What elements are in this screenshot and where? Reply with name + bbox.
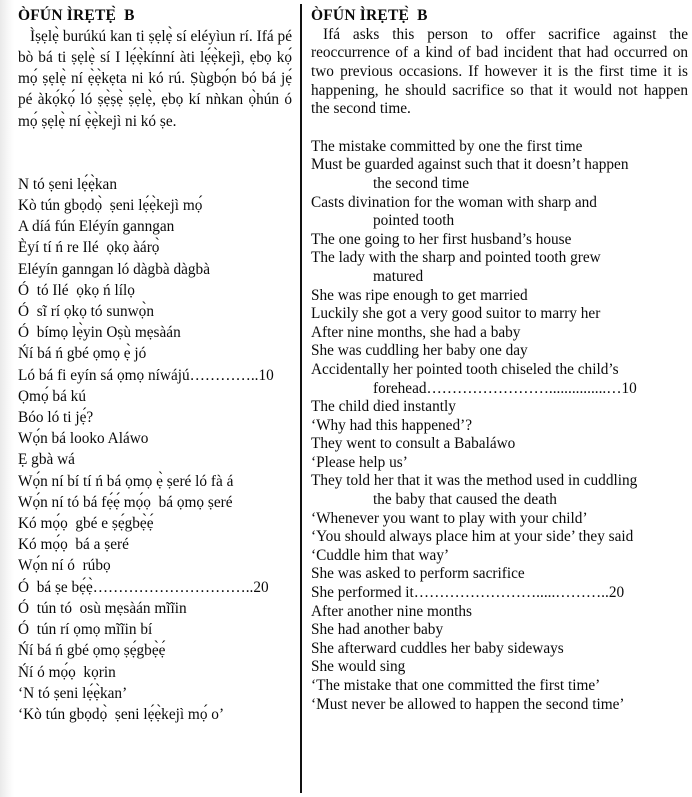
right-verse-line: Luckily she got a very good suitor to marry her — [311, 305, 601, 323]
right-verse-line: She was asked to perform sacrifice — [311, 565, 525, 583]
right-verse-line: The one going to her first husband’s house — [311, 230, 572, 248]
right-verse-line: She was ripe enough to get married — [311, 286, 528, 304]
left-verse-line: Eléyín ganngan ló dàgbà dàgbà — [18, 260, 210, 278]
left-verse-line: Ọmọ́ bá kú — [18, 387, 86, 405]
right-verse-line: ‘Please help us’ — [311, 453, 408, 471]
right-verse-line: ‘Why had this happened’? — [311, 416, 472, 434]
right-verse-line: She would sing — [311, 658, 406, 676]
left-verse-line: Ẹ gbà wá — [18, 451, 75, 469]
left-verse-line: Ó tún rí ọmọ mĩĩin bí — [18, 621, 153, 639]
right-verse-line: The child died instantly — [311, 398, 456, 416]
left-column — [0, 0, 300, 797]
left-verse-line: Kò tún gbọdọ̀ ṣeni lẹ́ẹ̀kejì mọ́ — [18, 197, 203, 215]
right-verse-block — [311, 138, 688, 714]
left-verse-line: Wọ́n ní ó rúbọ — [18, 557, 111, 575]
right-column — [302, 0, 692, 797]
right-verse-line: ‘Cuddle him that way’ — [311, 546, 450, 564]
right-verse-line: Casts divination for the woman with sharp and — [311, 193, 597, 211]
left-verse-line: ‘Kò tún gbọdọ̀ ṣeni lẹ́ẹ̀kejì mọ́ o’ — [18, 705, 225, 723]
left-verse-line: Ńí bá ń gbé ọmọ ṣẹ́gbẹ̀ẹ́ — [18, 642, 166, 660]
left-verse-line: Ńí ó mọ́ọ kọrin — [18, 663, 116, 681]
right-verse-line: She performed it…………………….....………..20 — [311, 584, 625, 602]
left-verse-block — [18, 174, 292, 725]
right-verse-line: Accidentally her pointed tooth chiseled the child’s — [311, 360, 619, 378]
right-verse-line: forehead……………………...............…10 — [373, 379, 637, 397]
right-verse-line: the second time — [373, 174, 470, 192]
left-verse-line: Èyí tí ń re Ilé ọkọ àárọ̀ — [18, 239, 160, 257]
left-verse-line: Ó bá ṣe bẹ́ẹ̀…………………………..20 — [18, 578, 269, 596]
right-verse-line: matured — [373, 267, 424, 285]
left-verse-line: ‘N tó ṣeni lẹ́ẹ̀kan’ — [18, 684, 128, 702]
left-verse-line: Ó sĩ rí ọkọ tó sunwọ̀n — [18, 303, 154, 321]
right-verse-line: ‘The mistake that one committed the first time’ — [311, 677, 601, 694]
right-verse-line: ‘Whenever you want to play with your child’ — [311, 509, 588, 527]
right-verse-line: The lady with the sharp and pointed tooth grew — [311, 249, 601, 267]
left-verse-line: Wọ́n ní bí tí ń bá ọmọ ẹ̀ ṣeré ló fà á — [18, 472, 234, 490]
right-verse-line: She was cuddling her baby one day — [311, 342, 528, 360]
left-verse-line: N tó ṣeni lẹ́ẹ̀kan — [18, 175, 117, 193]
right-verse-line: After nine months, she had a baby — [311, 323, 521, 341]
left-verse-line: Kó mọ́ọ gbé e ṣẹ́gbẹ̀ẹ́ — [18, 515, 154, 533]
left-verse-line: Ńí bá ń gbé ọmọ ẹ̀ jó — [18, 345, 147, 363]
right-verse-line: They told her that it was the method used in cuddling — [311, 472, 638, 490]
left-verse-line: Ó tó Ilé ọkọ ń lílọ — [18, 281, 135, 299]
right-verse-line: They went to consult a Babaláwo — [311, 435, 516, 453]
right-column-heading: ÒFÚN ÌRẸTẸ̀ B — [311, 7, 428, 24]
left-intro-paragraph: Ìṣẹlẹ̀ burúkú kan ti ṣẹlẹ̀ sí eléyìun rí. Ifá pé bò bá ti ṣẹlẹ̀ sí I lẹ́ẹ̀kínní àti lẹ́ẹ̀kejì, ẹbọ kọ́ mọ́ ṣẹlẹ̀ ní ẹ̀ẹ̀kẹta ni kó rú. Ṣùgbọ́n bó bá jẹ́ pé àkọ́kọ́ ló ṣẹ̀ṣẹ̀ ṣẹlẹ̀, ẹbọ kí nǹkan ọ̀hún ó mọ́ ṣẹlẹ̀ ní ẹ̀ẹ̀kejì ni kó ṣe. — [18, 27, 292, 130]
right-intro-paragraph: Ifá asks this person to offer sacrifice against the reoccurrence of a kind of bad incident that had occurred on two previous occasions. If however it is the first time it is happening, he should sacrifice so that it would not happen the second time. — [311, 25, 688, 118]
left-verse-line: Ló bá fi eyín sá ọmọ níwájú…………..10 — [18, 366, 274, 384]
left-verse-line: Wọ́n bá looko Aláwo — [18, 430, 149, 448]
right-verse-line: ‘You should always place him at your side’ they said — [311, 528, 634, 546]
left-verse-line: Bóo ló ti jẹ́? — [18, 409, 94, 427]
right-verse-line: She had another baby — [311, 621, 444, 639]
left-verse-line: Ó bímọ lẹ̀yin Oṣù mẹsàán — [18, 324, 181, 342]
left-verse-line: Kó mọ́ọ bá a ṣeré — [18, 536, 129, 554]
left-verse-line: Wọ́n ní tó bá fẹ́ẹ́ mọ́ọ bá ọmọ ṣeré — [18, 493, 233, 511]
left-column-heading: ÒFÚN ÌRẸTẸ̀ B — [18, 7, 135, 24]
right-verse-line: ‘Must never be allowed to happen the second time’ — [311, 695, 625, 713]
right-verse-line: pointed tooth — [373, 212, 455, 230]
left-verse-line: A díá fún Eléyín ganngan — [18, 218, 175, 236]
right-verse-line: She afterward cuddles her baby sideways — [311, 639, 564, 657]
right-verse-line: After another nine months — [311, 602, 472, 620]
right-verse-line: the baby that caused the death — [373, 491, 557, 509]
left-verse-line: Ó tún tó osù mẹsàán mĩĩin — [18, 599, 187, 617]
right-verse-line: Must be guarded against such that it doesn’t happen — [311, 156, 629, 174]
right-verse-line: The mistake committed by one the first time — [311, 137, 583, 155]
